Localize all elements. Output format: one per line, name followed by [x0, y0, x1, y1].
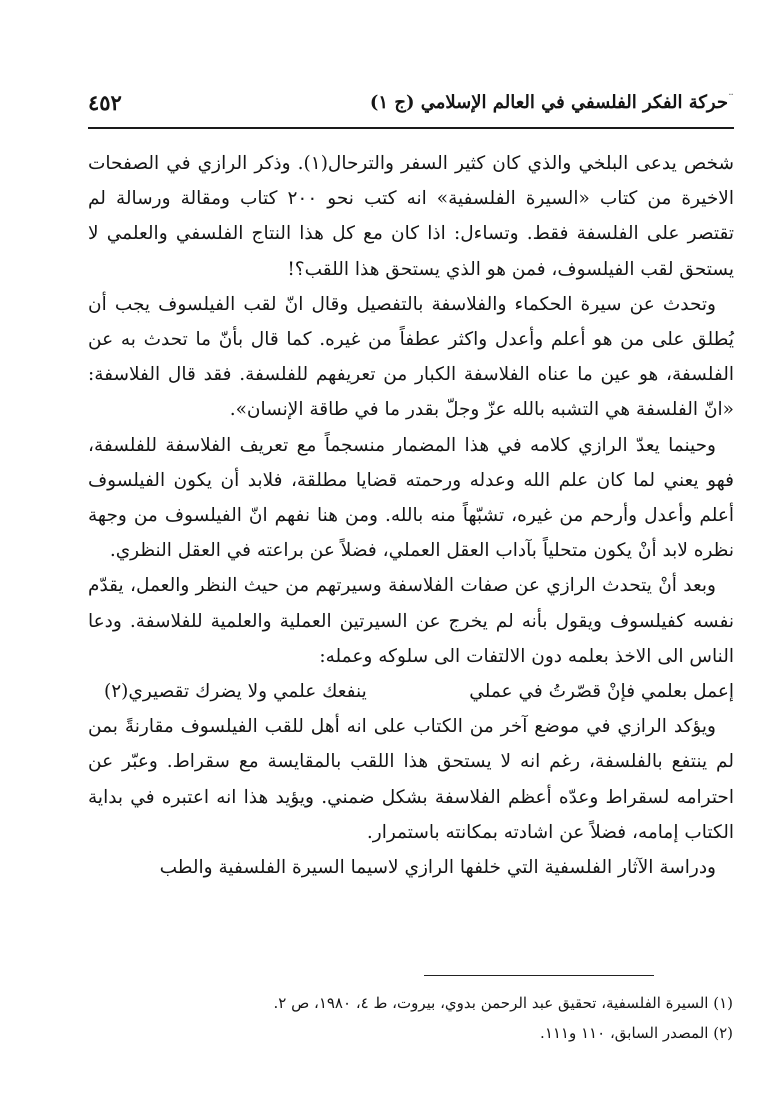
- paragraph-4: وبعد أنْ يتحدث الرازي عن صفات الفلاسفة وسيرتهم من حيث النظر والعمل، يقدّم نفسه كفيلسوف ويقول بأنه لم يخرج عن السيرتين العملية والعلمية للفلاسفة. ودعا الناس الى الاخذ بعلمه دون الالتفات الى سلوكه وعمله:: [88, 575, 734, 667]
- running-title: حركة الفكر الفلسفي في العالم الإسلامي (ج ١): [369, 91, 728, 113]
- poem-verse: [88, 674, 734, 709]
- footnote-2: (٢) المصدر السابق، ١١٠ و١١١.: [540, 1024, 733, 1042]
- paragraph-3: وحينما يعدّ الرازي كلامه في هذا المضمار منسجماً مع تعريف الفلاسفة للفلسفة، فهو يعني لما كان علم الله وعدله ورحمته قضايا مطلقة، فلابد أن يكون الفيلسوف أعلم وأعدل وأرحم من غيره، تشبّهاً منه بالله. ومن هنا نفهم انّ الفيلسوف من وجهة نظره لابد أنْ يكون متحلياً بآداب العقل العملي، فضلاً عن براعته في العقل النظري.: [88, 434, 734, 562]
- footnote-divider: [424, 975, 654, 976]
- footnote-1: (١) السيرة الفلسفية، تحقيق عبد الرحمن بدوي، بيروت، ط ٤، ١٩٨٠، ص ٢.: [273, 994, 733, 1012]
- paragraph-2: وتحدث عن سيرة الحكماء والفلاسفة بالتفصيل وقال انّ لقب الفيلسوف يجب أن يُطلق على من هو أعلم وأعدل واكثر عطفاً من غيره. كما قال بأنّ ما تحدث به عن الفلسفة، هو عين ما عناه الفلاسفة الكبار من تعريفهم للفلسفة. فقد قال الفلاسفة: «انّ الفلسفة هي التشبه بالله عزّ وجلّ بقدر ما في طاقة الإنسان».: [88, 293, 734, 421]
- paragraph-5: ويؤكد الرازي في موضع آخر من الكتاب على انه أهل للقب الفيلسوف مقارنةً بمن لم ينتفع بالفلسفة، رغم انه لا يستحق هذا اللقب بالمقايسة مع سقراط. وعبّر عن احترامه لسقراط وعدّه أعظم الفلاسفة بشكل ضمني. ويؤيد هذا انه اعتبره في بداية الكتاب إمامه، فضلاً عن اشادته بمكانته باستمرار.: [88, 716, 734, 843]
- page-corner-mark: ¨: [728, 92, 734, 106]
- page-number: ٤٥٢: [88, 89, 122, 115]
- paragraph-6: ودراسة الآثار الفلسفية التي خلفها الرازي لاسيما السيرة الفلسفية والطب: [159, 857, 716, 879]
- paragraph-1: شخص يدعى البلخي والذي كان كثير السفر والترحال(١). وذكر الرازي في الصفحات الاخيرة من كتاب «السيرة الفلسفية» انه كتب نحو ٢٠٠ كتاب ومقالة ورسالة لم تقتصر على الفلسفة فقط. وتساءل: اذا كان مع كل هذا النتاج الفلسفي والعلمي لا يستحق لقب الفيلسوف، فمن هو الذي يستحق هذا اللقب؟!: [88, 153, 734, 280]
- poem-hemistich-first: إعمل بعلمي فإنْ قصّرتُ في عملي: [469, 681, 734, 703]
- main-text: [88, 146, 734, 885]
- footnotes: [88, 988, 733, 1048]
- page-header: [88, 80, 728, 124]
- poem-hemistich-second: ينفعك علمي ولا يضرك تقصيري(٢): [104, 681, 367, 703]
- header-divider: [88, 127, 734, 129]
